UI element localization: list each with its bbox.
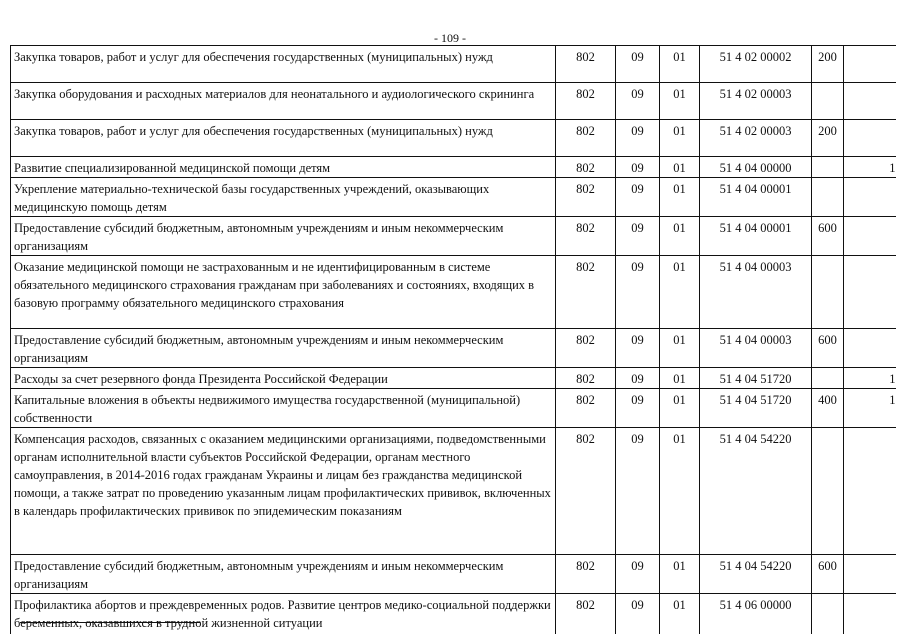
row-name: Закупка товаров, работ и услуг для обеспечения государственных (муниципальных) нужд [11, 46, 556, 83]
row-expense-type [812, 368, 844, 389]
row-subsection-code: 01 [660, 46, 700, 83]
row-expense-type: 400 [812, 389, 844, 428]
row-amount [844, 46, 896, 83]
row-name: Расходы за счет резервного фонда Президента Российской Федерации [11, 368, 556, 389]
row-amount [844, 428, 896, 555]
row-target-code: 51 4 04 00000 [700, 157, 812, 178]
row-amount: 1 [844, 368, 896, 389]
table-row [11, 120, 896, 157]
page-number: - 109 - [434, 31, 466, 45]
row-target-code: 51 4 04 00001 [700, 178, 812, 217]
row-expense-type [812, 83, 844, 120]
row-subsection-code: 01 [660, 594, 700, 635]
row-name: Профилактика абортов и преждевременных родов. Развитие центров медико-социальной поддержки беременных, оказавшихся в трудной жизненной ситуации [11, 594, 556, 635]
row-target-code: 51 4 04 54220 [700, 428, 812, 555]
row-subsection-code: 01 [660, 428, 700, 555]
table-row [11, 217, 896, 256]
row-name: Компенсация расходов, связанных с оказанием медицинскими организациями, подведомственными органам исполнительной власти субъектов Российской Федерации, органам местного самоуправления, в 2014-2016 годах гражданам Украины и лицам без гражданства медицинской помощи, а также затрат по проведению указанным лицам профилактических прививок, включенных в календарь профилактических прививок по эпидемическим показаниям [11, 428, 556, 555]
row-ministry-code: 802 [556, 256, 616, 329]
row-subsection-code: 01 [660, 157, 700, 178]
row-expense-type [812, 157, 844, 178]
row-name: Оказание медицинской помощи не застрахованным и не идентифицированным в системе обязательного медицинского страхования гражданам при заболеваниях и состояниях, входящих в базовую программу обязательного медицинского страхования [11, 256, 556, 329]
row-ministry-code: 802 [556, 368, 616, 389]
row-subsection-code: 01 [660, 217, 700, 256]
row-ministry-code: 802 [556, 46, 616, 83]
row-target-code: 51 4 04 00003 [700, 256, 812, 329]
row-name: Укрепление материально-технической базы государственных учреждений, оказывающих медицинскую помощь детям [11, 178, 556, 217]
row-name: Предоставление субсидий бюджетным, автономным учреждениям и иным некоммерческим организациям [11, 329, 556, 368]
row-name: Предоставление субсидий бюджетным, автономным учреждениям и иным некоммерческим организациям [11, 217, 556, 256]
row-expense-type [812, 178, 844, 217]
row-amount: 1 [844, 157, 896, 178]
row-subsection-code: 01 [660, 120, 700, 157]
row-amount [844, 83, 896, 120]
row-subsection-code: 01 [660, 256, 700, 329]
row-expense-type [812, 428, 844, 555]
row-ministry-code: 802 [556, 157, 616, 178]
row-amount [844, 256, 896, 329]
row-target-code: 51 4 04 51720 [700, 368, 812, 389]
table-body [11, 46, 896, 635]
row-name: Капитальные вложения в объекты недвижимого имущества государственной (муниципальной) собственности [11, 389, 556, 428]
row-subsection-code: 01 [660, 389, 700, 428]
budget-table [10, 45, 896, 634]
row-amount [844, 329, 896, 368]
row-ministry-code: 802 [556, 83, 616, 120]
table-row [11, 157, 896, 178]
row-section-code: 09 [616, 120, 660, 157]
row-subsection-code: 01 [660, 83, 700, 120]
row-ministry-code: 802 [556, 555, 616, 594]
row-ministry-code: 802 [556, 389, 616, 428]
row-section-code: 09 [616, 157, 660, 178]
row-subsection-code: 01 [660, 555, 700, 594]
row-ministry-code: 802 [556, 178, 616, 217]
table-row [11, 368, 896, 389]
row-section-code: 09 [616, 594, 660, 635]
row-target-code: 51 4 04 00001 [700, 217, 812, 256]
row-section-code: 09 [616, 428, 660, 555]
row-name: Развитие специализированной медицинской помощи детям [11, 157, 556, 178]
table-row [11, 428, 896, 555]
row-subsection-code: 01 [660, 178, 700, 217]
row-amount [844, 555, 896, 594]
row-ministry-code: 802 [556, 329, 616, 368]
row-expense-type [812, 594, 844, 635]
row-expense-type: 600 [812, 555, 844, 594]
row-ministry-code: 802 [556, 217, 616, 256]
table-row [11, 594, 896, 635]
table-row [11, 256, 896, 329]
row-expense-type: 200 [812, 120, 844, 157]
row-amount: 1 [844, 389, 896, 428]
row-name: Закупка товаров, работ и услуг для обеспечения государственных (муниципальных) нужд [11, 120, 556, 157]
table-row [11, 46, 896, 83]
row-section-code: 09 [616, 555, 660, 594]
table-row [11, 329, 896, 368]
table-row [11, 555, 896, 594]
row-section-code: 09 [616, 46, 660, 83]
row-section-code: 09 [616, 368, 660, 389]
row-expense-type: 200 [812, 46, 844, 83]
row-section-code: 09 [616, 83, 660, 120]
row-subsection-code: 01 [660, 329, 700, 368]
row-amount [844, 120, 896, 157]
row-name: Закупка оборудования и расходных материалов для неонатального и аудиологического скрининга [11, 83, 556, 120]
table-row [11, 389, 896, 428]
row-section-code: 09 [616, 389, 660, 428]
row-target-code: 51 4 02 00002 [700, 46, 812, 83]
footnote-divider [20, 622, 200, 623]
row-target-code: 51 4 02 00003 [700, 83, 812, 120]
row-ministry-code: 802 [556, 120, 616, 157]
row-section-code: 09 [616, 178, 660, 217]
row-ministry-code: 802 [556, 428, 616, 555]
row-amount [844, 594, 896, 635]
row-expense-type [812, 256, 844, 329]
row-name: Предоставление субсидий бюджетным, автономным учреждениям и иным некоммерческим организациям [11, 555, 556, 594]
row-expense-type: 600 [812, 329, 844, 368]
table-row [11, 178, 896, 217]
table-row [11, 83, 896, 120]
row-ministry-code: 802 [556, 594, 616, 635]
row-target-code: 51 4 06 00000 [700, 594, 812, 635]
row-target-code: 51 4 04 00003 [700, 329, 812, 368]
row-section-code: 09 [616, 256, 660, 329]
row-amount [844, 178, 896, 217]
row-target-code: 51 4 04 51720 [700, 389, 812, 428]
row-target-code: 51 4 04 54220 [700, 555, 812, 594]
row-expense-type: 600 [812, 217, 844, 256]
row-amount [844, 217, 896, 256]
row-subsection-code: 01 [660, 368, 700, 389]
row-section-code: 09 [616, 217, 660, 256]
row-section-code: 09 [616, 329, 660, 368]
row-target-code: 51 4 02 00003 [700, 120, 812, 157]
